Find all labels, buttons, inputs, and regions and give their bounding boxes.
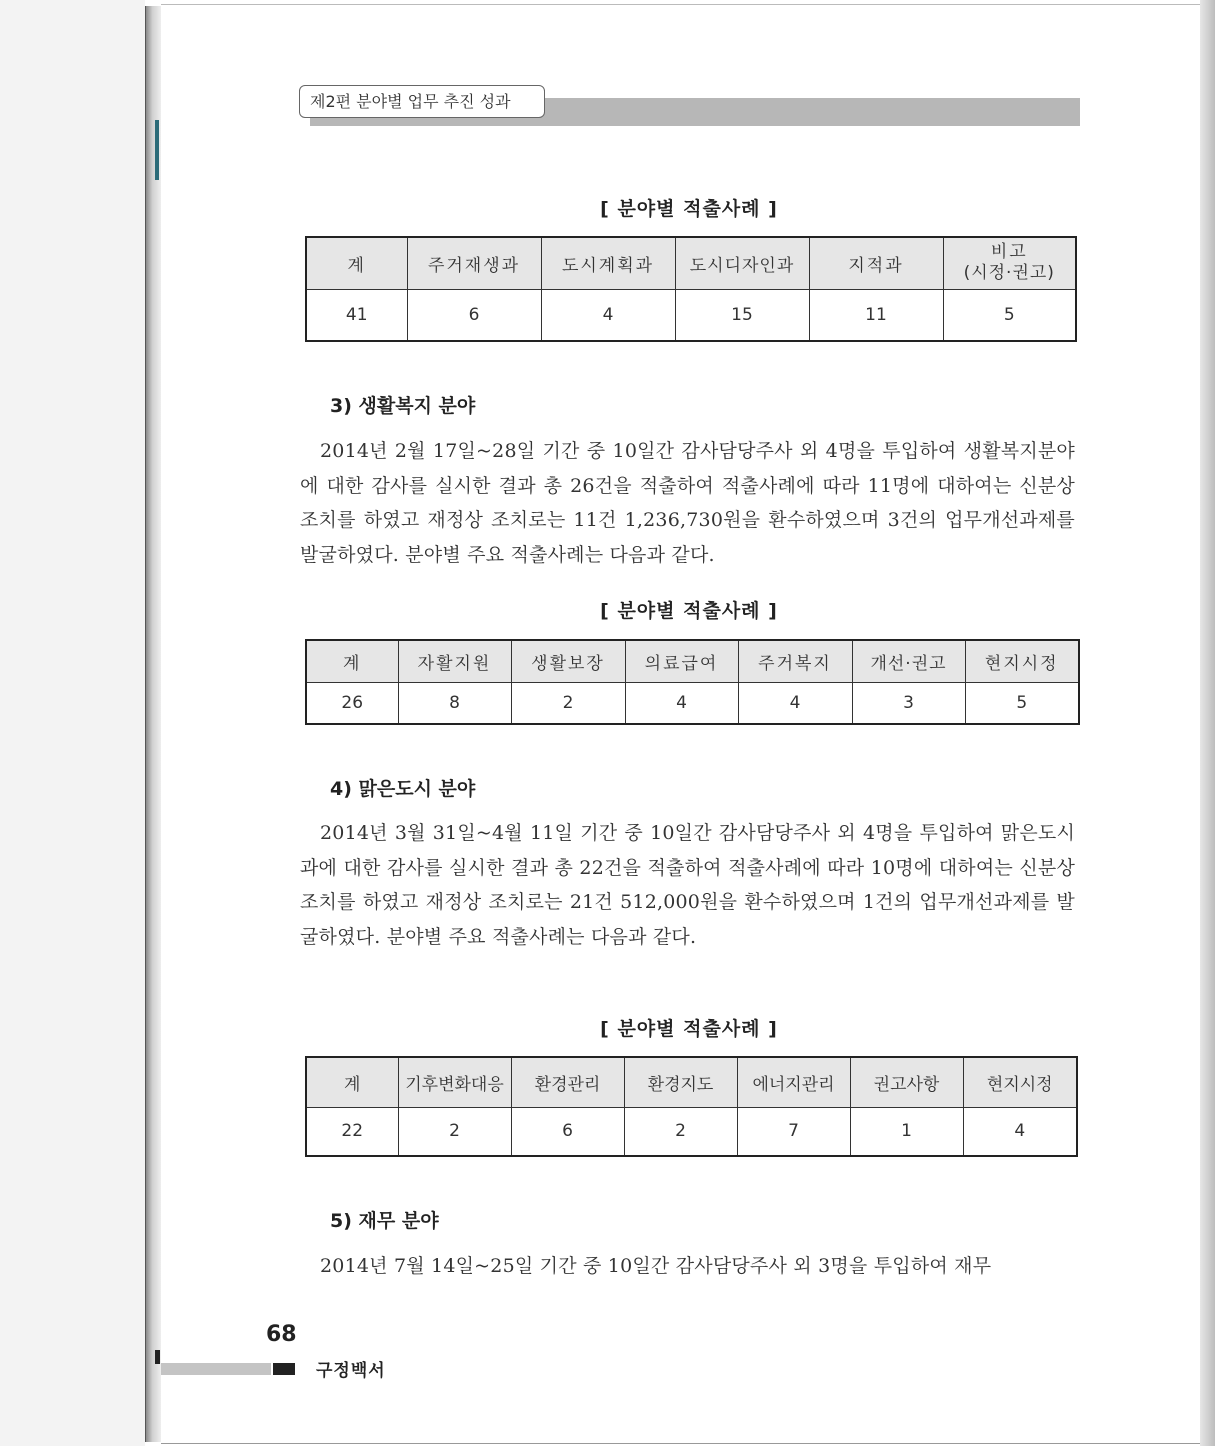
header-cell: 지적과 xyxy=(809,237,943,289)
table-row xyxy=(306,1107,1077,1156)
value-cell: 15 xyxy=(675,289,809,341)
header-cell-remarks-line2: (시정·권고) xyxy=(963,263,1055,284)
header-cell: 에너지관리 xyxy=(737,1057,850,1107)
table-caption: [ 분야별 적출사례 ] xyxy=(600,1018,778,1040)
value-cell: 41 xyxy=(306,289,407,341)
page-number: 68 xyxy=(266,1322,297,1347)
value-cell: 4 xyxy=(738,682,852,724)
spine-marker-bottom xyxy=(155,1350,160,1364)
audit-findings-table-2 xyxy=(305,639,1080,725)
header-cell: 계 xyxy=(306,237,407,289)
header-cell: 권고사항 xyxy=(850,1057,963,1107)
header-cell: 계 xyxy=(306,640,398,682)
header-cell-remarks xyxy=(943,237,1076,289)
header-cell: 기후변화대응 xyxy=(398,1057,511,1107)
section-body: 2014년 3월 31일~4월 11일 기간 중 10일간 감사담당주사 외 4명을 투입하여 맑은도시과에 대한 감사를 실시한 결과 총 22건을 적출하여 적출사례에 따라 10명에 대하여는 신분상 조치를 하였고 재정상 조치로는 21건 512,000원을 환수하였으며 1건의 업무개선과제를 발굴하였다. 분야별 주요 적출사례는 다음과 같다. xyxy=(300,822,1075,948)
header-cell-remarks-line1: 비고 xyxy=(990,242,1028,263)
header-cell: 도시계획과 xyxy=(541,237,675,289)
section-body: 2014년 7월 14일~25일 기간 중 10일간 감사담당주사 외 3명을 투입하여 재무 xyxy=(320,1255,992,1277)
spine-marker xyxy=(155,120,159,180)
table-caption: [ 분야별 적출사례 ] xyxy=(600,198,778,220)
footer-bar xyxy=(161,1363,271,1375)
page-right-shadow xyxy=(1200,0,1215,1446)
value-cell: 22 xyxy=(306,1107,398,1156)
value-cell: 6 xyxy=(407,289,541,341)
table-header-row xyxy=(306,237,1076,289)
table-header-row xyxy=(306,640,1079,682)
table-caption: [ 분야별 적출사례 ] xyxy=(600,600,778,622)
value-cell: 2 xyxy=(398,1107,511,1156)
header-cell: 환경지도 xyxy=(624,1057,737,1107)
value-cell: 8 xyxy=(398,682,511,724)
value-cell: 6 xyxy=(511,1107,624,1156)
section-heading: 3) 생활복지 분야 xyxy=(330,395,476,417)
table-row xyxy=(306,289,1076,341)
header-cell: 주거재생과 xyxy=(407,237,541,289)
header-cell: 생활보장 xyxy=(511,640,625,682)
book-spine xyxy=(145,6,162,1442)
audit-findings-table-1 xyxy=(305,236,1077,342)
footer-block xyxy=(273,1363,295,1375)
section-heading: 5) 재무 분야 xyxy=(330,1210,439,1232)
header-cell: 현지시정 xyxy=(963,1057,1077,1107)
section-body: 2014년 2월 17일~28일 기간 중 10일간 감사담당주사 외 4명을 투입하여 생활복지분야에 대한 감사를 실시한 결과 총 26건을 적출하여 적출사례에 따라 11명에 대하여는 신분상 조치를 하였고 재정상 조치로는 11건 1,236,730원을 환수하였으며 3건의 업무개선과제를 발굴하였다. 분야별 주요 적출사례는 다음과 같다. xyxy=(300,440,1075,566)
table-row xyxy=(306,682,1079,724)
chapter-header: 제2편 분야별 업무 추진 성과 xyxy=(299,85,545,118)
value-cell: 5 xyxy=(943,289,1076,341)
value-cell: 2 xyxy=(511,682,625,724)
value-cell: 26 xyxy=(306,682,398,724)
value-cell: 7 xyxy=(737,1107,850,1156)
header-cell: 도시디자인과 xyxy=(675,237,809,289)
header-cell: 주거복지 xyxy=(738,640,852,682)
audit-findings-table-3 xyxy=(305,1056,1078,1157)
header-cell: 자활지원 xyxy=(398,640,511,682)
header-cell: 계 xyxy=(306,1057,398,1107)
book-left-edge xyxy=(0,0,145,1446)
value-cell: 5 xyxy=(965,682,1079,724)
value-cell: 2 xyxy=(624,1107,737,1156)
value-cell: 4 xyxy=(963,1107,1077,1156)
table-header-row xyxy=(306,1057,1077,1107)
header-cell: 의료급여 xyxy=(625,640,738,682)
header-cell: 환경관리 xyxy=(511,1057,624,1107)
value-cell: 3 xyxy=(852,682,965,724)
section-heading: 4) 맑은도시 분야 xyxy=(330,778,476,800)
value-cell: 4 xyxy=(541,289,675,341)
value-cell: 4 xyxy=(625,682,738,724)
book-title: 구정백서 xyxy=(316,1361,386,1381)
header-cell: 개선·권고 xyxy=(852,640,965,682)
value-cell: 1 xyxy=(850,1107,963,1156)
header-cell: 현지시정 xyxy=(965,640,1079,682)
value-cell: 11 xyxy=(809,289,943,341)
